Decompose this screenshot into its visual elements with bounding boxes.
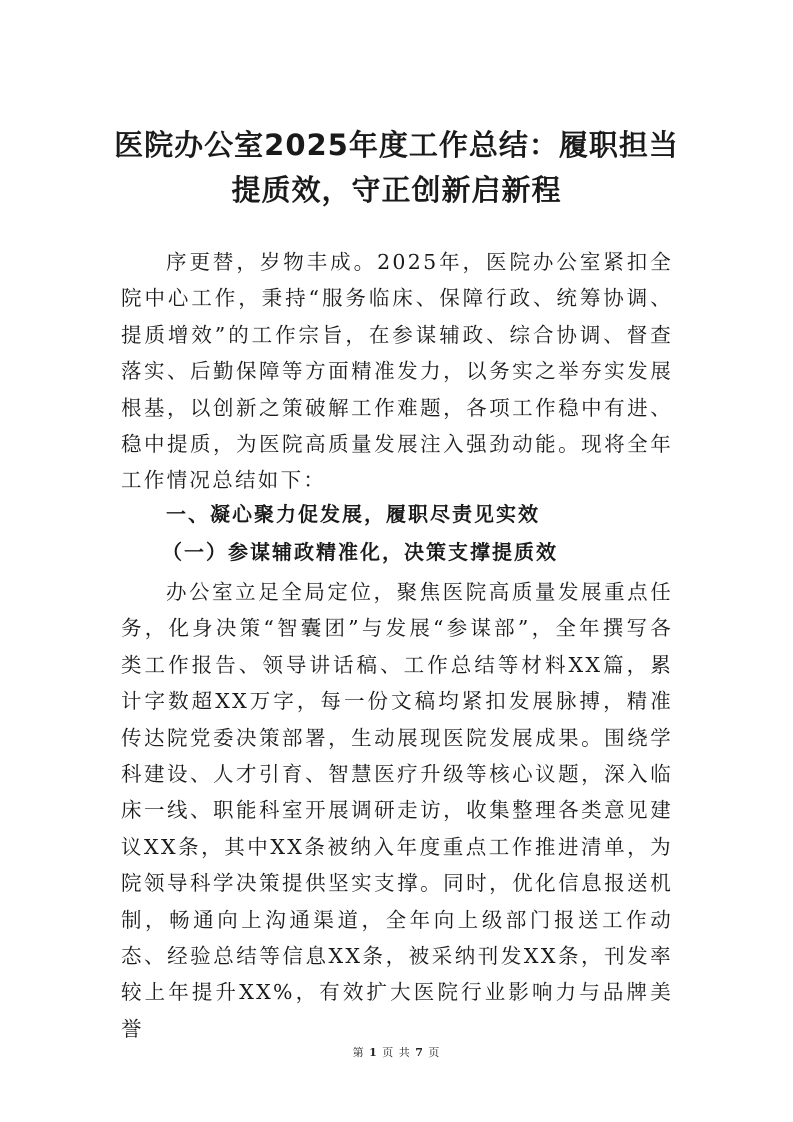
subsection-1-paragraph: 办公室立足全局定位，聚焦医院高质量发展重点任务，化身决策“智囊团”与发展“参谋部”，全年撰写各类工作报告、领导讲话稿、工作总结等材料XX篇，累计字数超XX万字，每一份文稿均紧扣发展脉搏，精准传达院党委决策部署，生动展现医院发展成果。围绕学科建设、人才引育、智慧医疗升级等核心议题，深入临床一线、职能科室开展调研走访，收集整理各类意见建议XX条，其中XX条被纳入年度重点工作推进清单，为院领导科学决策提供坚实支撑。同时，优化信息报送机制，畅通向上沟通渠道，全年向上级部门报送工作动态、经验总结等信息XX条，被采纳刊发XX条，刊发率较上年提升XX%，有效扩大医院行业影响力与品牌美誉 [121, 580, 673, 1041]
footer-middle: 页 共 [382, 1046, 411, 1059]
footer-prefix: 第 [352, 1046, 365, 1059]
footer-total-pages: 7 [415, 1046, 424, 1059]
intro-paragraph: 序更替，岁物丰成。2025年，医院办公室紧扣全院中心工作，秉持“服务临床、保障行政、统筹协调、提质增效”的工作宗旨，在参谋辅政、综合协调、督查落实、后勤保障等方面精准发力，以务实之举夯实发展根基，以创新之策破解工作难题，各项工作稳中有进、稳中提质，为医院高质量发展注入强劲动能。现将全年工作情况总结如下： [121, 250, 673, 493]
subsection-1-heading: （一）参谋辅政精准化，决策支撑提质效 [162, 540, 558, 564]
section-1-heading: 一、凝心聚力促发展，履职尽责见实效 [166, 502, 540, 526]
footer-current-page: 1 [369, 1046, 378, 1059]
document-title-line-2: 提质效，守正创新启新程 [231, 173, 562, 207]
page-footer [0, 1044, 793, 1060]
document-title-line-1: 医院办公室2025年度工作总结：履职担当 [114, 128, 679, 162]
footer-suffix: 页 [428, 1046, 441, 1059]
